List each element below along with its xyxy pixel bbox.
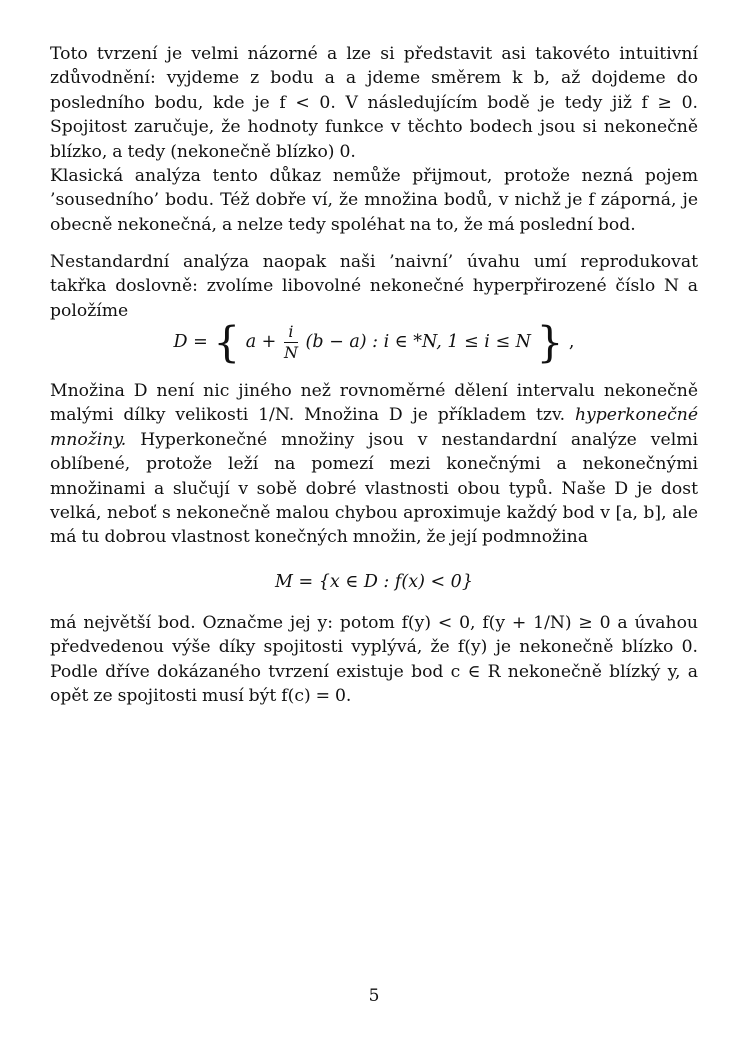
equation-subset-m: M = {x ∈ D : f(x) < 0} [275,572,473,592]
eq1-numerator: i [284,322,298,343]
eq1-lhs: D = [173,332,208,352]
paragraph-nonstandard-analysis: Nestandardní analýza naopak naši ’naivní’ úvahu umí reprodukovat takřka doslovně: zvolíme libovolné nekonečné hyperpřirozené číslo N a položíme [50,252,698,321]
eq1-rest: (b − a) : i ∈ *N, 1 ≤ i ≤ N [305,332,531,352]
eq1-denominator: N [283,343,298,362]
eq1-open-brace: { [213,317,241,367]
paragraph-hyperfinite-sets [50,379,698,550]
eq1-trailing-comma: , [568,332,575,352]
p4-text-b: Hyperkonečné množiny jsou v nestandardní analýze velmi oblíbené, protože leží na pomezí mezi konečnými a nekonečnými množinami a slučují v sobě dobré vlastnosti obou typů. Naše D je dost velká, neboť s nekonečně malou chybou aproximuje každý bod v [a, b], ale má tu dobrou vlastnost konečných množin, že její podmnožina [50,429,698,548]
eq1-fraction [284,322,298,363]
p4-emphasis: hyperkonečné množiny. [50,405,698,450]
equation-hyperfinite-set-d [50,317,698,367]
paragraph-classical-analysis: Klasická analýza tento důkaz nemůže přijmout, protože nezná pojem ’sousedního’ bodu. Též dobře ví, že množina bodů, v nichž je f záporná, je obecně nekonečná, a nelze tedy spoléhat na to, že má poslední bod. [50,166,698,235]
page-number: 5 [368,986,380,1006]
eq1-close-brace: } [536,317,564,367]
paragraph-largest-point: má největší bod. Označme jej y: potom f(y) < 0, f(y + 1/N) ≥ 0 a úvahou předvedenou výše díky spojitosti vyplývá, že f(y) je nekonečně blízko 0. Podle dříve dokázaného tvrzení existuje bod c ∈ R nekonečně blízký y, a opět ze spojitosti musí být f(c) = 0. [50,613,698,707]
eq1-a-term: a + [245,332,277,352]
paragraph-intuitive-argument: Toto tvrzení je velmi názorné a lze si představit asi takovéto intuitivní zdůvodnění: vyjdeme z bodu a a jdeme směrem k b, až dojdeme do posledního bodu, kde je f < 0. V následujícím bodě je tedy již f ≥ 0. Spojitost zaručuje, že hodnoty funkce v těchto bodech jsou si nekonečně blízko, a tedy (nekonečně blízko) 0. [50,44,698,162]
p4-text-a: Množina D není nic jiného než rovnoměrné dělení intervalu nekonečně malými dílky velikosti 1/N. Množina D je příkladem tzv. [50,381,698,426]
